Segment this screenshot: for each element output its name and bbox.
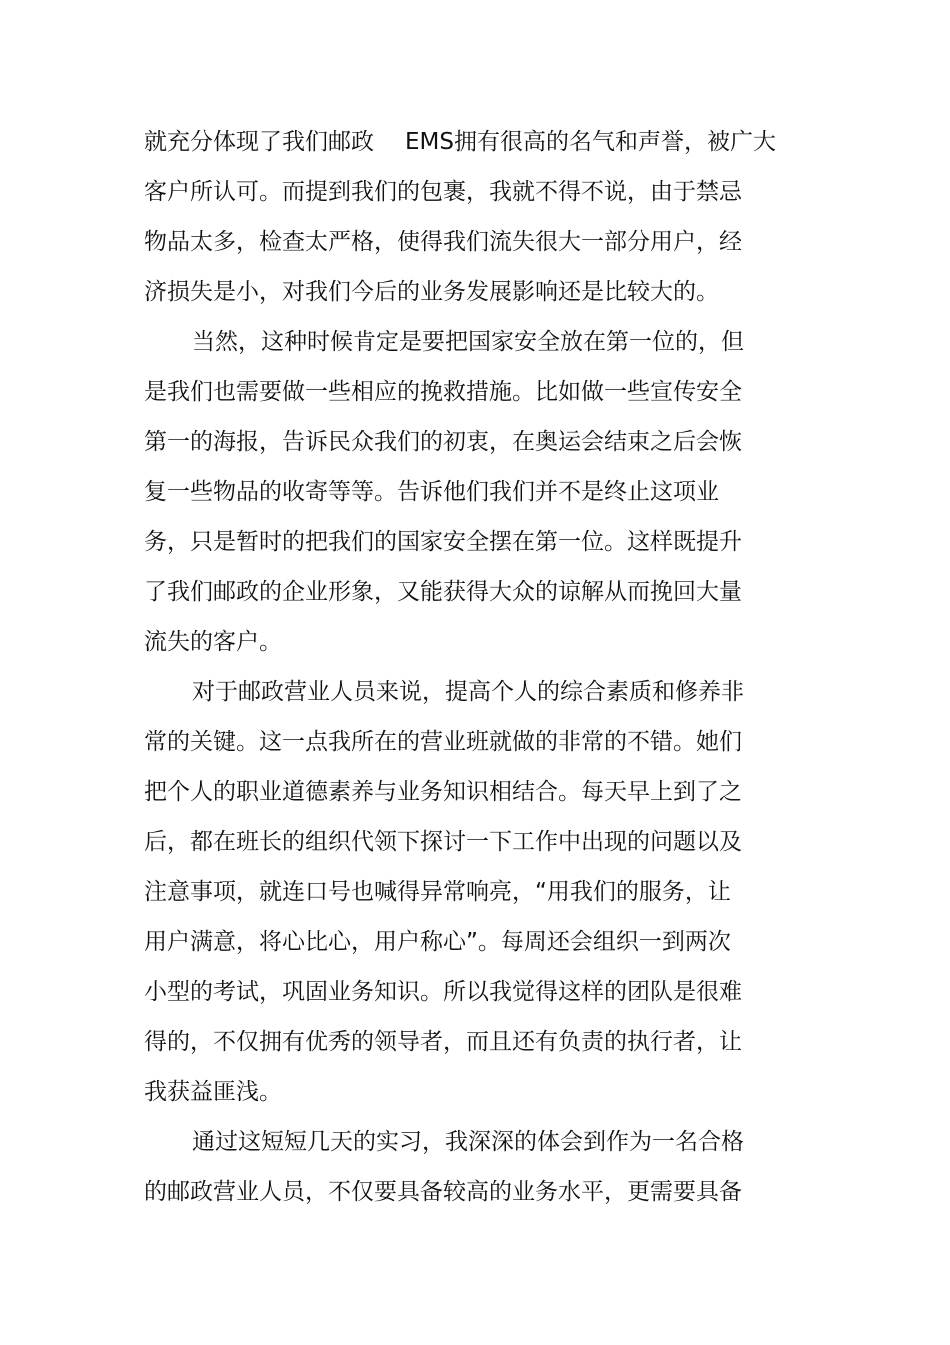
text-segment: 的邮政营业人员，不仅要具备较高的业务水平，更需要具备: [144, 1179, 742, 1205]
text-segment: 用户满意，将心比心，用户称心”。每周还会组织一到两次: [144, 929, 731, 955]
text-line: [0, 526, 950, 558]
text-line: [0, 1026, 950, 1058]
text-line: [0, 326, 950, 358]
text-segment: 我获益匪浅。: [144, 1079, 282, 1105]
text-line: [0, 876, 950, 908]
text-line: [0, 1126, 950, 1158]
text-line: [0, 676, 950, 708]
text-line: [0, 126, 950, 158]
text-segment: 注意事项，就连口号也喊得异常响亮，“用我们的服务，让: [144, 879, 731, 905]
text-line: [0, 176, 950, 208]
text-segment: 流失的客户。: [144, 629, 282, 655]
text-line: [0, 726, 950, 758]
text-segment: EMS拥有很高的名气和声誉，被广大: [405, 129, 776, 155]
text-line: [0, 376, 950, 408]
text-segment: 小型的考试，巩固业务知识。所以我觉得这样的团队是很难: [144, 979, 742, 1005]
text-segment: 得的，不仅拥有优秀的领导者，而且还有负责的执行者，让: [144, 1029, 742, 1055]
text-line: [0, 826, 950, 858]
text-line: [0, 926, 950, 958]
text-line: [0, 576, 950, 608]
text-segment: 客户所认可。而提到我们的包裹，我就不得不说，由于禁忌: [144, 179, 742, 205]
text-line: [0, 976, 950, 1008]
text-line: [0, 1076, 950, 1108]
text-segment: 后，都在班长的组织代领下探讨一下工作中出现的问题以及: [144, 829, 742, 855]
text-segment: 常的关键。这一点我所在的营业班就做的非常的不错。她们: [144, 729, 742, 755]
text-segment: 就充分体现了我们邮政: [144, 129, 374, 155]
text-segment: 对于邮政营业人员来说，提高个人的综合素质和修养非: [192, 679, 744, 705]
text-line: [0, 426, 950, 458]
text-segment: 把个人的职业道德素养与业务知识相结合。每天早上到了之: [144, 779, 742, 805]
text-segment: 务，只是暂时的把我们的国家安全摆在第一位。这样既提升: [144, 529, 742, 555]
text-line: [0, 226, 950, 258]
text-segment: 济损失是小，对我们今后的业务发展影响还是比较大的。: [144, 279, 719, 305]
text-line: [0, 776, 950, 808]
text-line: [0, 476, 950, 508]
text-segment: 当然，这种时候肯定是要把国家安全放在第一位的，但: [192, 329, 744, 355]
text-line: [0, 626, 950, 658]
text-line: [0, 276, 950, 308]
text-line: [0, 1176, 950, 1208]
text-segment: 物品太多，检查太严格，使得我们流失很大一部分用户，经: [144, 229, 742, 255]
text-segment: 通过这短短几天的实习，我深深的体会到作为一名合格: [192, 1129, 744, 1155]
text-segment: 第一的海报，告诉民众我们的初衷，在奥运会结束之后会恢: [144, 429, 742, 455]
text-segment: 是我们也需要做一些相应的挽救措施。比如做一些宣传安全: [144, 379, 742, 405]
text-segment: 了我们邮政的企业形象，又能获得大众的谅解从而挽回大量: [144, 579, 742, 605]
text-segment: 复一些物品的收寄等等。告诉他们我们并不是终止这项业: [144, 479, 719, 505]
